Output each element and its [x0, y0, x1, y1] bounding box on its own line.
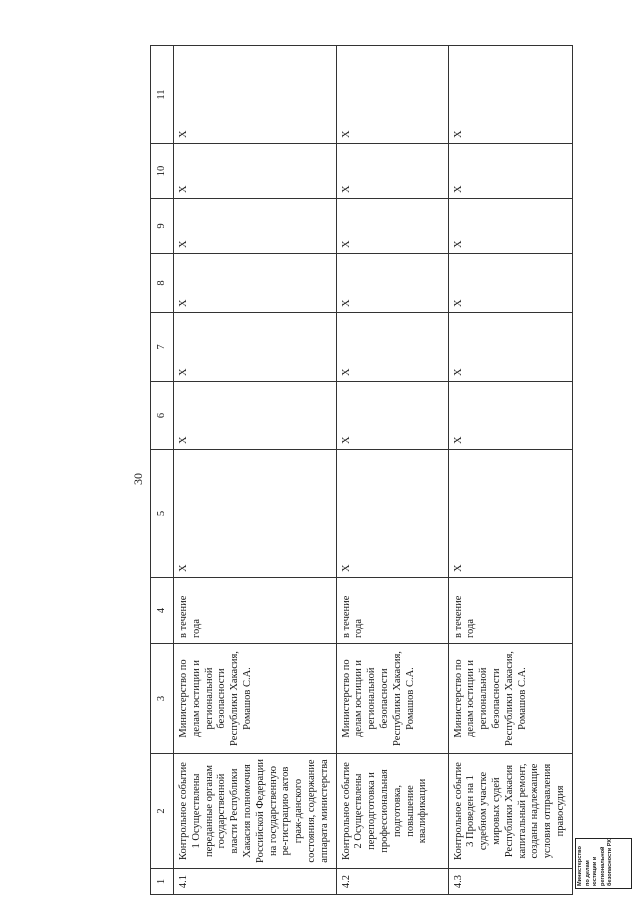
mark-cell: X [448, 450, 572, 578]
column-header: 10 [151, 144, 174, 199]
row-number: 4.2 [336, 869, 448, 895]
mark-cell: X [448, 46, 572, 144]
mark-cell: X [174, 144, 337, 199]
column-header: 1 [151, 869, 174, 895]
row-number: 4.1 [174, 869, 337, 895]
mark-cell: X [448, 199, 572, 254]
column-header: 8 [151, 254, 174, 313]
stamp-text [577, 838, 631, 888]
ministry-stamp [575, 838, 632, 889]
mark-cell: X [174, 313, 337, 382]
header-row [151, 46, 174, 895]
column-header: 7 [151, 313, 174, 382]
mark-cell: X [448, 313, 572, 382]
mark-cell: X [336, 144, 448, 199]
column-header: 11 [151, 46, 174, 144]
column-header: 9 [151, 199, 174, 254]
mark-cell: X [336, 313, 448, 382]
mark-cell: X [174, 254, 337, 313]
responsible-executor: Министерство по делам юстиции и региональной безопасности Республики Хакасия, Ромашов С.А. [174, 644, 337, 754]
column-header: 3 [151, 644, 174, 754]
mark-cell: X [174, 46, 337, 144]
execution-term: в течение года [336, 578, 448, 644]
column-header: 4 [151, 578, 174, 644]
mark-cell: X [336, 382, 448, 450]
event-description: Контрольное событие 1 Осуществлены переданные органам государственной власти Республики Хакасия полномочия Российской Федерации на государственную ре-гистрацию актов граж-данского состояния, содержание аппарата министерства [174, 754, 337, 869]
stamp-line: юстиции и региональной [592, 846, 606, 886]
table-row [174, 46, 337, 895]
stamp-line: безопасности РХ [607, 838, 614, 886]
column-header: 5 [151, 450, 174, 578]
responsible-executor: Министерство по делам юстиции и региональной безопасности Республики Хакасия, Ромашов С.А. [448, 644, 572, 754]
stamp-line: Министерство по делам [577, 846, 591, 886]
execution-term: в течение года [174, 578, 337, 644]
column-header: 2 [151, 754, 174, 869]
table-row [336, 46, 448, 895]
mark-cell: X [174, 382, 337, 450]
mark-cell: X [174, 199, 337, 254]
mark-cell: X [174, 450, 337, 578]
mark-cell: X [336, 450, 448, 578]
page-number: 30 [131, 473, 145, 485]
mark-cell: X [336, 199, 448, 254]
table-row [448, 46, 572, 895]
responsible-executor: Министерство по делам юстиции и региональной безопасности Республики Хакасия, Ромашов С.А. [336, 644, 448, 754]
event-description: Контрольное событие 2 Осуществлены переподготовка и профессиональная подготовка, повышение квалификации [336, 754, 448, 869]
event-description: Контрольное событие 3 Проведен на 1 судебном участке мировых судей Республики Хакасия капитальный ремонт, созданы надлежащие условия отправления правосудия [448, 754, 572, 869]
column-header: 6 [151, 382, 174, 450]
execution-term: в течение года [448, 578, 572, 644]
row-number: 4.3 [448, 869, 572, 895]
rotated-page [75, 45, 566, 895]
events-table [150, 45, 573, 895]
mark-cell: X [336, 254, 448, 313]
mark-cell: X [336, 46, 448, 144]
mark-cell: X [448, 254, 572, 313]
mark-cell: X [448, 382, 572, 450]
mark-cell: X [448, 144, 572, 199]
